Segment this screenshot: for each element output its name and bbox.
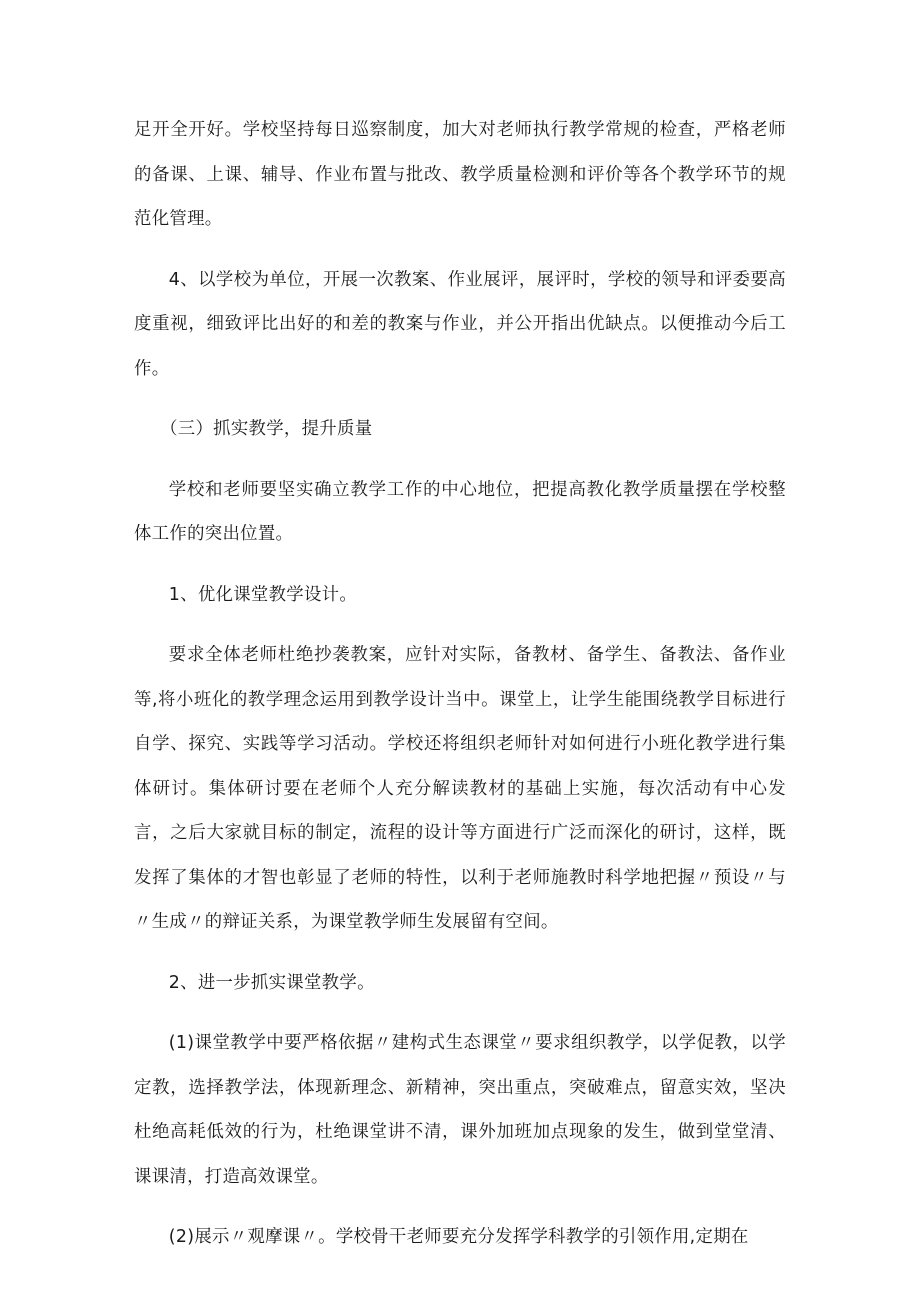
subheading-item-1: 1、优化课堂教学设计。 (168, 584, 358, 605)
paragraph-item-4: 4、以学校为单位，开展一次教案、作业展评，展评时，学校的领导和评委要高度重视，细致评比出好的和差的教案与作业，并公开指出优缺点。以便推动今后工作。 (134, 269, 786, 379)
paragraph-section-intro: 学校和老师要坚实确立教学工作的中心地位，把提高教化教学质量摆在学校整体工作的突出位置。 (134, 479, 786, 544)
paragraph-continuation: 足开全开好。学校坚持每日巡察制度，加大对老师执行教学常规的检查，严格老师的备课、上课、辅导、作业布置与批改、教学质量检测和评价等各个教学环节的规范化管理。 (134, 120, 786, 229)
subheading-item-2: 2、进一步抓实课堂教学。 (168, 972, 375, 993)
paragraph-subitem-1: (1)课堂教学中要严格依据〃建构式生态课堂〃要求组织教学，以学促教，以学定教，选择教学法，体现新理念、新精神，突出重点，突破难点，留意实效，坚决杜绝高耗低效的行为，杜绝课堂讲不清，课外加班加点现象的发生，做到堂堂清、课课清，打造高效课堂。 (134, 1033, 786, 1187)
document-body (134, 108, 786, 1276)
paragraph-subitem-2: (2)展示〃观摩课〃。学校骨干老师要充分发挥学科教学的引领作用,定期在 (168, 1227, 749, 1247)
paragraph-lesson-design: 要求全体老师杜绝抄袭教案，应针对实际，备教材、备学生、备教法、备作业等,将小班化的教学理念运用到教学设计当中。课堂上，让学生能围绕教学目标进行自学、探究、实践等学习活动。学校还将组织老师针对如何进行小班化教学进行集体研讨。集体研讨要在老师个人充分解读教材的基础上实施，每次活动有中心发言，之后大家就目标的制定，流程的设计等方面进行广泛而深化的研讨，这样，既发挥了集体的才智也彰显了老师的特性，以利于老师施教时科学地把握〃预设〃与〃生成〃的辩证关系，为课堂教学师生发展留有空间。 (134, 645, 786, 932)
section-heading-3: （三）抓实教学，提升质量 (160, 419, 373, 439)
